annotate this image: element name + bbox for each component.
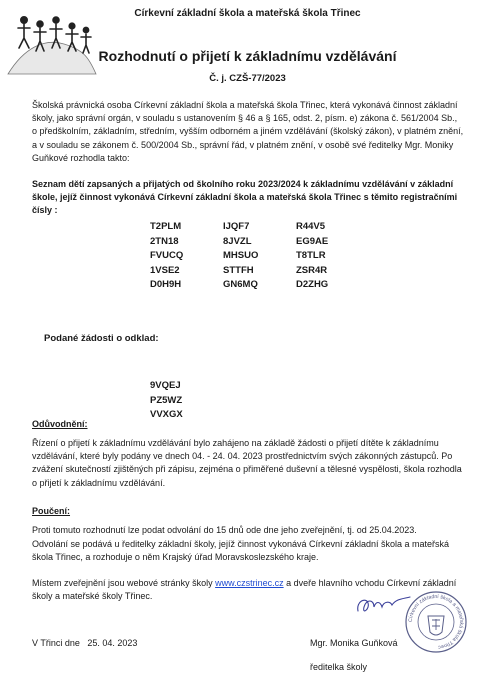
- reference-number: Č. j. CZŠ-77/2023: [209, 73, 286, 84]
- document-title: Rozhodnutí o přijetí k základnímu vzdělávání: [98, 48, 397, 64]
- admitted-code: T8TLR: [296, 250, 326, 262]
- school-name: Církevní základní škola a mateřská škola Třinec: [134, 8, 361, 19]
- intro-paragraph: Školská právnická osoba Církevní základní škola a mateřská škola Třinec, která vykonává činnost základní školy, jako správní orgán, v souladu s ustanovením § 46 a § 165, odst. 2, písm. e) zákona č. 561/2004 Sb., o předškolním, základním, středním, vyšším odborném a jiném vzdělávání (školský zákon), v platném znění, a v souladu se zákonem č. 500/2004 Sb., správní řád, v platném znění, v osobě své ředitelky Mgr. Moniky Guňkové rozhodla takto:: [32, 100, 464, 163]
- admitted-code: EG9AE: [296, 235, 329, 247]
- admitted-code: D0H9H: [150, 279, 182, 291]
- postponed-code: PZ5WZ: [150, 394, 183, 406]
- signer-role: ředitelka školy: [310, 662, 368, 672]
- admitted-code: R44V5: [296, 221, 326, 232]
- instruction-paragraph-1: Proti tomuto rozhodnutí lze podat odvolání do 15 dnů ode dne jeho zveřejnění, tj. od 25.04.2023.: [32, 525, 417, 535]
- instruction-paragraph-2: Odvolání se podává u ředitelky základní školy, jejíž činnost vykonává Církevní základní škola a mateřská škola Třinec, a rozhoduje o něm Krajský úřad Moravskoslezského kraje.: [32, 539, 450, 563]
- postponed-heading: Podané žádosti o odklad:: [44, 333, 159, 344]
- reasoning-paragraph: Řízení o přijetí k základnímu vzdělávání bylo zahájeno na základě žádosti o přijetí dítěte k základnímu vzdělávání, které byly podány ve dnech 04. - 24. 04. 2023 prostřednictvím svých zákonných zástupců. Po zvážení skutečností zjištěných při zápisu, zejména o přiměřené duševní a tělesné vyspělosti, škola rozhodla o přijetí k základnímu vzdělávání.: [32, 438, 462, 488]
- reasoning-heading: Odůvodnění:: [32, 419, 88, 429]
- admitted-code: GN6MQ: [223, 279, 258, 291]
- publication-suffix: a dveře hlavního vchodu Církevní základní školy a mateřské školy Třinec.: [32, 578, 457, 602]
- instruction-heading: Poučení:: [32, 506, 71, 516]
- admitted-code: 1VSE2: [150, 264, 180, 276]
- admitted-code: FVUCQ: [150, 250, 184, 262]
- admitted-code: D2ZHG: [296, 279, 329, 291]
- svg-text:Církevní základní škola a mate: Církevní základní škola a mateřská škola Třinec: [407, 593, 465, 650]
- place-and-date: V Třinci dne 25. 04. 2023: [32, 638, 138, 648]
- admitted-code: 2TN18: [150, 235, 179, 247]
- admitted-heading: Seznam dětí zapsaných a přijatých od školního roku 2023/2024 k základnímu vzdělávání v základní škole, jejíž činnost vykonává Církevní základní škola a mateřská škola Třinec s těmito registračními čísly :: [32, 179, 458, 216]
- admitted-code: STTFH: [223, 264, 254, 276]
- admitted-code: MHSUO: [223, 250, 259, 262]
- postponed-code: VVXGX: [150, 409, 183, 421]
- postponed-code: 9VQEJ: [150, 380, 181, 391]
- admitted-code: 8JVZL: [223, 235, 252, 247]
- admitted-code: T2PLM: [150, 221, 182, 232]
- publication-prefix: Místem zveřejnění jsou webové stránky školy: [32, 578, 213, 588]
- admitted-code: IJQF7: [223, 221, 250, 232]
- signer-name: Mgr. Monika Guňková: [310, 638, 398, 648]
- admitted-codes-grid: [150, 220, 370, 293]
- school-stamp: [404, 590, 468, 654]
- website-link[interactable]: www.czstrinec.cz: [215, 578, 284, 588]
- admitted-code: ZSR4R: [296, 264, 328, 276]
- postponed-codes-list: [150, 379, 183, 423]
